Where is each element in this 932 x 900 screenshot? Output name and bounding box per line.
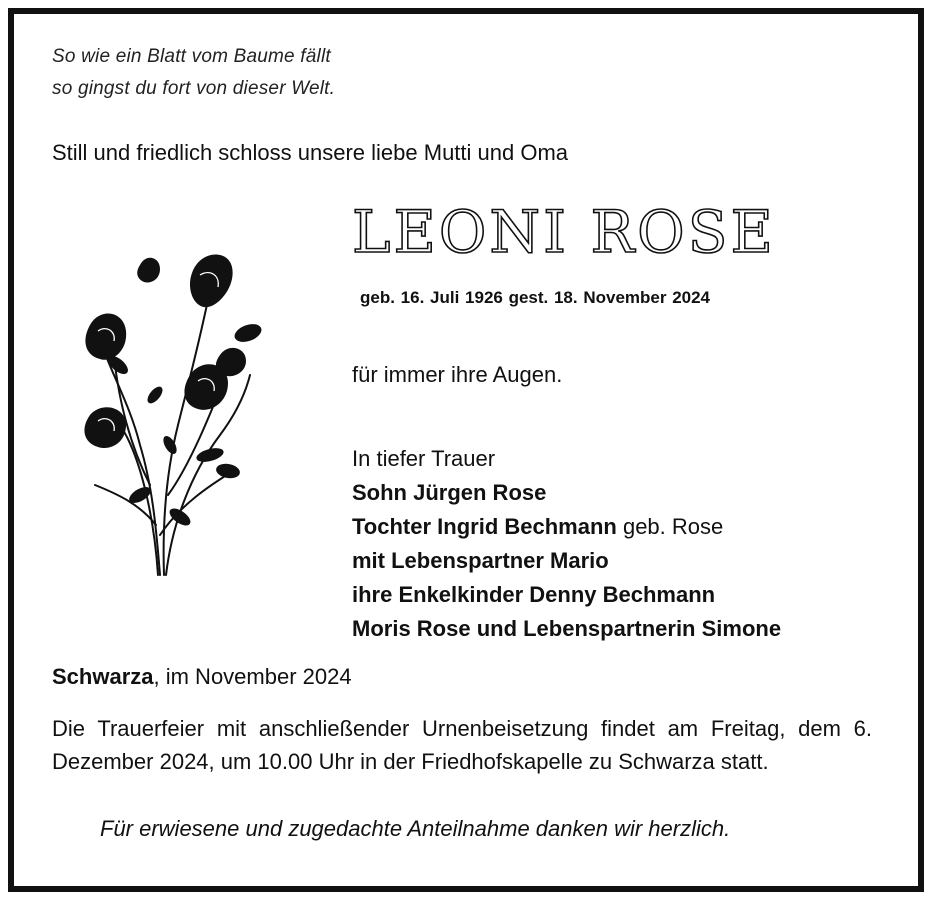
mourner-3-name: mit Lebenspartner Mario (352, 548, 609, 573)
place-town: Schwarza (52, 664, 154, 689)
mourner-2 (352, 514, 723, 540)
place-date (52, 664, 352, 690)
rose-bouquet-icon (60, 245, 280, 585)
poem-line-1: So wie ein Blatt vom Baume fällt (52, 46, 331, 67)
mourner-1 (352, 480, 546, 506)
intro-text: Still und friedlich schloss unsere liebe Mutti und Oma (52, 140, 569, 165)
eyes-text: für immer ihre Augen. (352, 362, 563, 387)
mourner-3 (352, 548, 609, 574)
mourners-heading: In tiefer Trauer (352, 446, 496, 471)
mourner-2-suffix: geb. Rose (616, 514, 724, 539)
ceremony-text: Die Trauerfeier mit anschließender Urnenbeisetzung findet am Freitag, dem 6. Dezember 2024, um 10.00 Uhr in der Friedhofskapelle zu Schwarza statt. (52, 716, 872, 774)
life-dates: geb. 16. Juli 1926 gest. 18. November 2024 (360, 288, 711, 307)
mourner-5 (352, 616, 781, 642)
mourner-2-name: Tochter Ingrid Bechmann (352, 514, 617, 539)
poem-line-2: so gingst du fort von dieser Welt. (52, 78, 336, 99)
mourner-5-name: Moris Rose und Lebenspartnerin Simone (352, 616, 782, 641)
place-date-text: , im November 2024 (153, 664, 352, 689)
mourner-4-name: ihre Enkelkinder Denny Bechmann (352, 582, 716, 607)
thanks-text: Für erwiesene und zugedachte Anteilnahme danken wir herzlich. (100, 816, 731, 841)
mourner-4 (352, 582, 715, 608)
deceased-name: LEONI ROSE (352, 198, 776, 266)
mourner-1-name: Sohn Jürgen Rose (352, 480, 547, 505)
